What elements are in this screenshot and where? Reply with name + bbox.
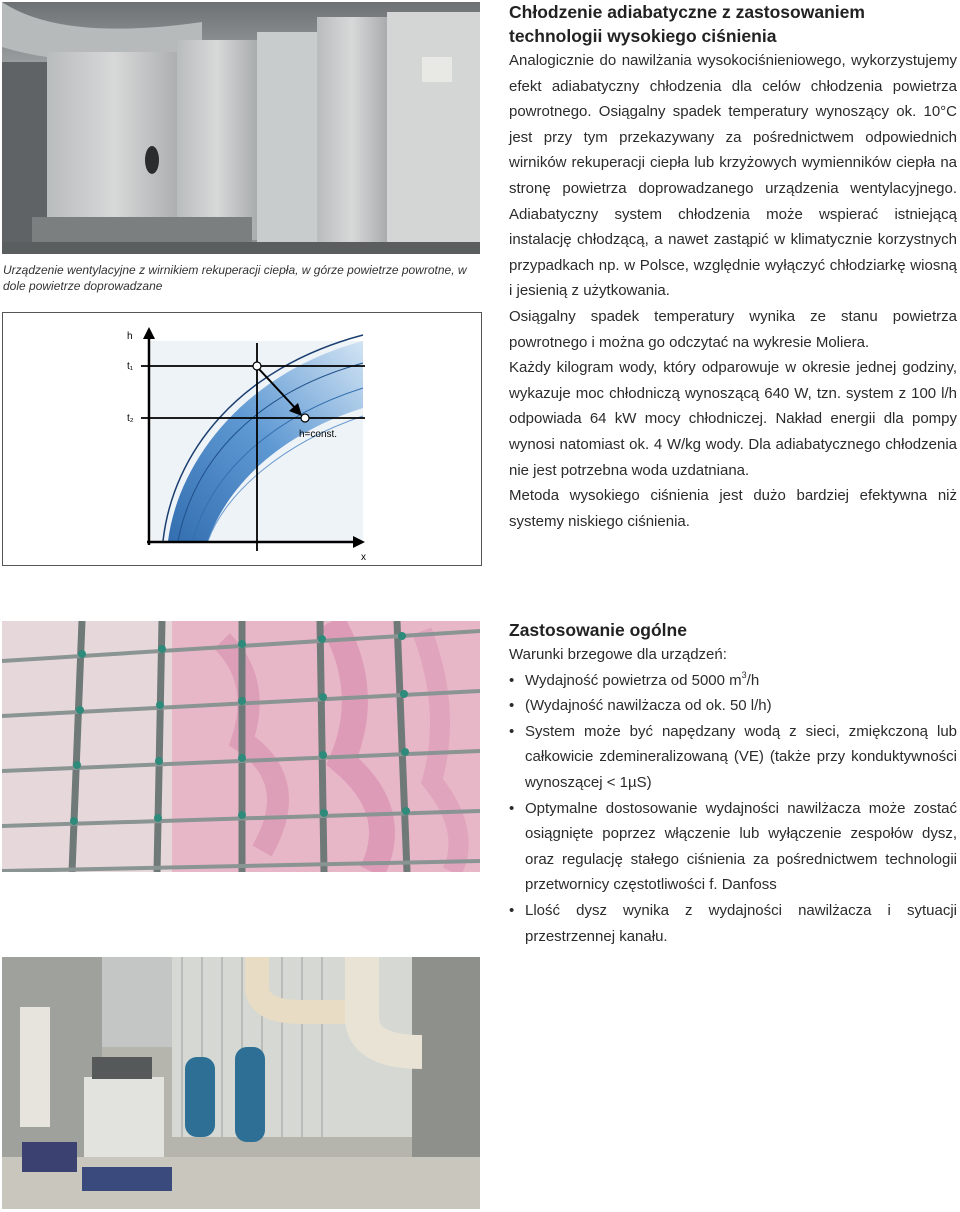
list-item: • System może być napędzany wodą z sieci, zmiękczoną lub całkowicie zdemineralizowaną (VE) (także przy konduktywności wynoszącej < 1µS) — [509, 719, 957, 796]
list-item: • (Wydajność nawilżacza od ok. 50 l/h) — [509, 693, 957, 719]
paragraph-2: Osiągalny spadek temperatury wynika ze stanu powietrza powrotnego i można go odczytać na wykresie Moliera. — [509, 307, 957, 351]
nozzle-grid-photo — [2, 621, 480, 872]
t2-label: t₂ — [127, 413, 134, 424]
y-axis-label: h — [127, 331, 133, 342]
state-point-1 — [253, 362, 261, 370]
y-axis-arrow — [143, 327, 155, 339]
x-axis-label: x — [361, 552, 366, 563]
paragraph-4: Metoda wysokiego ciśnienia jest dużo bardziej efektywna niż systemy niskiego ciśnienia. — [509, 487, 957, 530]
ventilation-unit-photo — [2, 2, 480, 254]
state-point-2 — [301, 414, 309, 422]
h-const-label: h=const. — [299, 429, 338, 440]
airflow-unit: /h — [746, 671, 760, 689]
section-title-adiabatic: Chłodzenie adiabatyczne z zastosowaniem technologii wysokiego ciśnienia — [509, 2, 865, 46]
conditions-intro: Warunki brzegowe dla urządzeń: — [509, 646, 727, 663]
section-title-general: Zastosowanie ogólne — [509, 620, 687, 640]
pump-station-photo — [2, 957, 480, 1209]
section-adiabatic-cooling — [509, 0, 957, 534]
mollier-diagram — [2, 312, 482, 566]
paragraph-3: Każdy kilogram wody, który odparowuje w okresie jednej godziny, wykazuje moc chłodniczą wynoszącą 640 W, tzn. system z 100 l/h odpowiada 64 kW mocy chłodniczej. Nakład energii dla pompy wynosi natomiast ok. 4 W/kg wody. Dla adiabatycznego chłodzenia nie jest potrzebna woda uzdatniana. — [509, 359, 957, 479]
photo-caption: Urządzenie wentylacyjne z wirnikiem rekuperacji ciepła, w górze powietrze powrotne, w dole powietrze doprowadzane — [3, 263, 467, 293]
conditions-list — [509, 668, 957, 950]
list-item — [509, 668, 957, 694]
airflow-exponent: 3 — [741, 669, 747, 680]
airflow-text: Wydajność powietrza od 5000 m — [525, 671, 742, 689]
paragraph-1: Analogicznie do nawilżania wysokociśnieniowego, wykorzystujemy efekt adiabatyczny chłodzenia dla celów chłodzenia powietrza powrotnego. Osiągalny spadek temperatury wynoszący ok. 10°C jest przy tym przekazywany za pośrednictwem odpowiednich wirników rekuperacji ciepła lub krzyżowych wymienników ciepła na stronę powietrza doprowadzanego urządzenia wentylacyjnego. Adiabatyczny system chłodzenia może wspierać istniejącą instalację chłodzącą, a nawet zastąpić w klimatycznie korzystnych przypadkach np. w Polsce, względnie wyłączyć chłodziarkę wiosną i jesienią z użytkowania. — [509, 52, 957, 300]
list-item: • Optymalne dostosowanie wydajności nawilżacza może zostać osiągnięte poprzez włączenie lub wyłączenie zespołów dysz, oraz regulację stałego ciśnienia za pośrednictwem technologii przetwornicy częstotliwości f. Danfoss — [509, 796, 957, 898]
mollier-diagram-svg — [3, 313, 481, 565]
section-general-use — [509, 618, 957, 949]
t1-label: t₁ — [127, 361, 134, 372]
list-item: • Llość dysz wynika z wydajności nawilżacza i sytuacji przestrzennej kanału. — [509, 898, 957, 949]
